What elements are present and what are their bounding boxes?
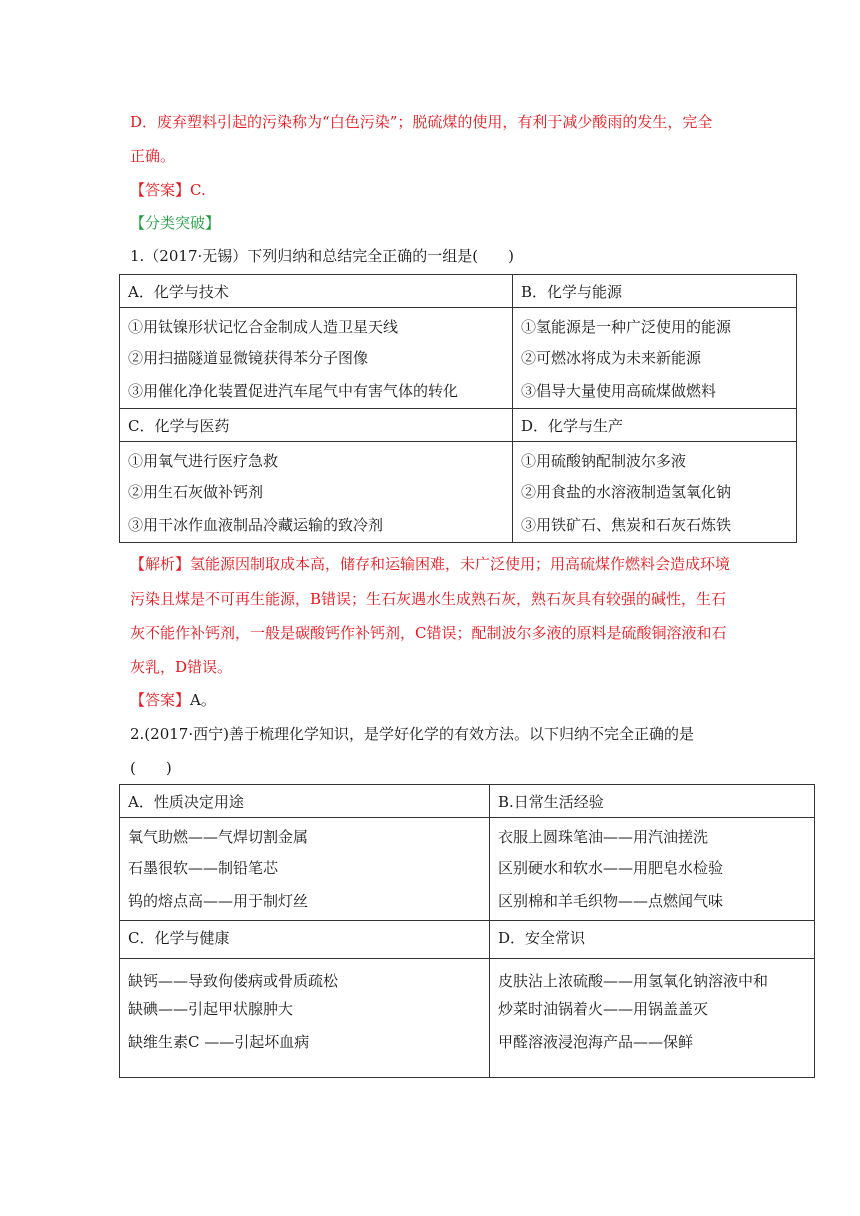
q1-b-item-1: ①氢能源是一种广泛使用的能源 xyxy=(521,318,732,336)
analysis-tag: 【解析】 xyxy=(130,555,191,573)
q1-option-a-body xyxy=(120,308,513,409)
q1-option-c-body xyxy=(120,442,513,543)
q1-analysis-line1 xyxy=(130,554,730,574)
q1-option-b-body xyxy=(513,308,797,409)
q2-c-item-3: 缺维生素C ——引起坏血病 xyxy=(128,1033,310,1051)
q2-c-item-1: 缺钙——导致佝偻病或骨质疏松 xyxy=(128,972,339,990)
q2-b-item-3: 区别棉和羊毛织物——点燃闻气味 xyxy=(498,892,724,910)
prev-option-d-line2: 正确。 xyxy=(130,147,176,165)
q2-option-d-head: D．安全常识 xyxy=(490,921,815,959)
q1-option-d-body xyxy=(513,442,797,543)
analysis-text-1: 氢能源因制取成本高，储存和运输困难，未广泛使用；用高硫煤作燃料会造成环境 xyxy=(190,555,731,573)
section-title: 【分类突破】 xyxy=(130,214,221,232)
q2-options-table xyxy=(119,784,815,1078)
q1-answer xyxy=(130,690,216,710)
q2-d-item-3: 甲醛溶液浸泡海产品——保鲜 xyxy=(498,1033,694,1051)
q1-c-item-1: ①用氧气进行医疗急救 xyxy=(128,452,279,470)
q2-option-c-body xyxy=(120,959,490,1078)
q1-d-item-1: ①用硫酸钠配制波尔多液 xyxy=(521,452,687,470)
answer-tag: 【答案】 xyxy=(130,181,191,199)
q1-stem: 1.（2017·无锡）下列归纳和总结完全正确的一组是( ) xyxy=(130,247,514,265)
q1-b-item-2: ②可燃冰将成为未来新能源 xyxy=(521,349,702,367)
q2-a-item-3: 钨的熔点高——用于制灯丝 xyxy=(128,892,309,910)
q1-a-item-3: ③用催化净化装置促进汽车尾气中有害气体的转化 xyxy=(128,382,459,400)
q1-d-item-3: ③用铁矿石、焦炭和石灰石炼铁 xyxy=(521,516,732,534)
q1-analysis-line4: 灰乳，D错误。 xyxy=(130,658,233,676)
q2-option-a-head: A．性质决定用途 xyxy=(120,785,490,818)
q1-analysis-line3: 灰不能作补钙剂，一般是碳酸钙作补钙剂，C错误；配制波尔多液的原料是硫酸铜溶液和石 xyxy=(130,624,727,642)
q2-option-b-body xyxy=(490,818,815,921)
q2-stem-line2: ( ) xyxy=(130,759,172,777)
q2-option-d-body xyxy=(490,959,815,1078)
q1-options-table xyxy=(119,274,797,543)
answer-prev xyxy=(130,180,206,200)
q2-a-item-1: 氧气助燃——气焊切割金属 xyxy=(128,828,309,846)
q1-option-b-head: B．化学与能源 xyxy=(513,275,797,308)
q1-analysis-line2: 污染且煤是不可再生能源，B错误；生石灰遇水生成熟石灰，熟石灰具有较强的碱性，生石 xyxy=(130,590,727,608)
q1-answer-tag: 【答案】 xyxy=(130,691,191,709)
q2-d-item-1: 皮肤沾上浓硫酸——用氢氧化钠溶液中和 xyxy=(498,972,769,990)
q2-d-item-2: 炒菜时油锅着火——用锅盖盖灭 xyxy=(498,1000,709,1018)
prev-option-d-line1: D．废弃塑料引起的污染称为“白色污染”；脱硫煤的使用，有利于减少酸雨的发生，完全 xyxy=(130,113,713,131)
answer-value: C. xyxy=(190,181,206,199)
q2-option-c-head: C．化学与健康 xyxy=(120,921,490,959)
q1-a-item-1: ①用钛镍形状记忆合金制成人造卫星天线 xyxy=(128,318,399,336)
q1-option-a-head: A．化学与技术 xyxy=(120,275,513,308)
q1-option-d-head: D．化学与生产 xyxy=(513,409,797,442)
q1-answer-value: A。 xyxy=(190,691,216,709)
q1-c-item-3: ③用干冰作血液制品冷藏运输的致冷剂 xyxy=(128,516,384,534)
q2-b-item-2: 区别硬水和软水——用肥皂水检验 xyxy=(498,859,724,877)
q1-c-item-2: ②用生石灰做补钙剂 xyxy=(128,483,264,501)
q2-a-item-2: 石墨很软——制铅笔芯 xyxy=(128,859,279,877)
q1-option-c-head: C．化学与医药 xyxy=(120,409,513,442)
q2-b-item-1: 衣服上圆珠笔油——用汽油搓洗 xyxy=(498,828,709,846)
q2-option-a-body xyxy=(120,818,490,921)
q2-stem-line1: 2.(2017·西宁)善于梳理化学知识，是学好化学的有效方法。以下归纳不完全正确的是 xyxy=(130,725,694,743)
q2-c-item-2: 缺碘——引起甲状腺肿大 xyxy=(128,1000,294,1018)
q1-a-item-2: ②用扫描隧道显微镜获得苯分子图像 xyxy=(128,349,369,367)
q2-option-b-head: B.日常生活经验 xyxy=(490,785,815,818)
q1-d-item-2: ②用食盐的水溶液制造氢氧化钠 xyxy=(521,483,732,501)
q1-b-item-3: ③倡导大量使用高硫煤做燃料 xyxy=(521,382,717,400)
